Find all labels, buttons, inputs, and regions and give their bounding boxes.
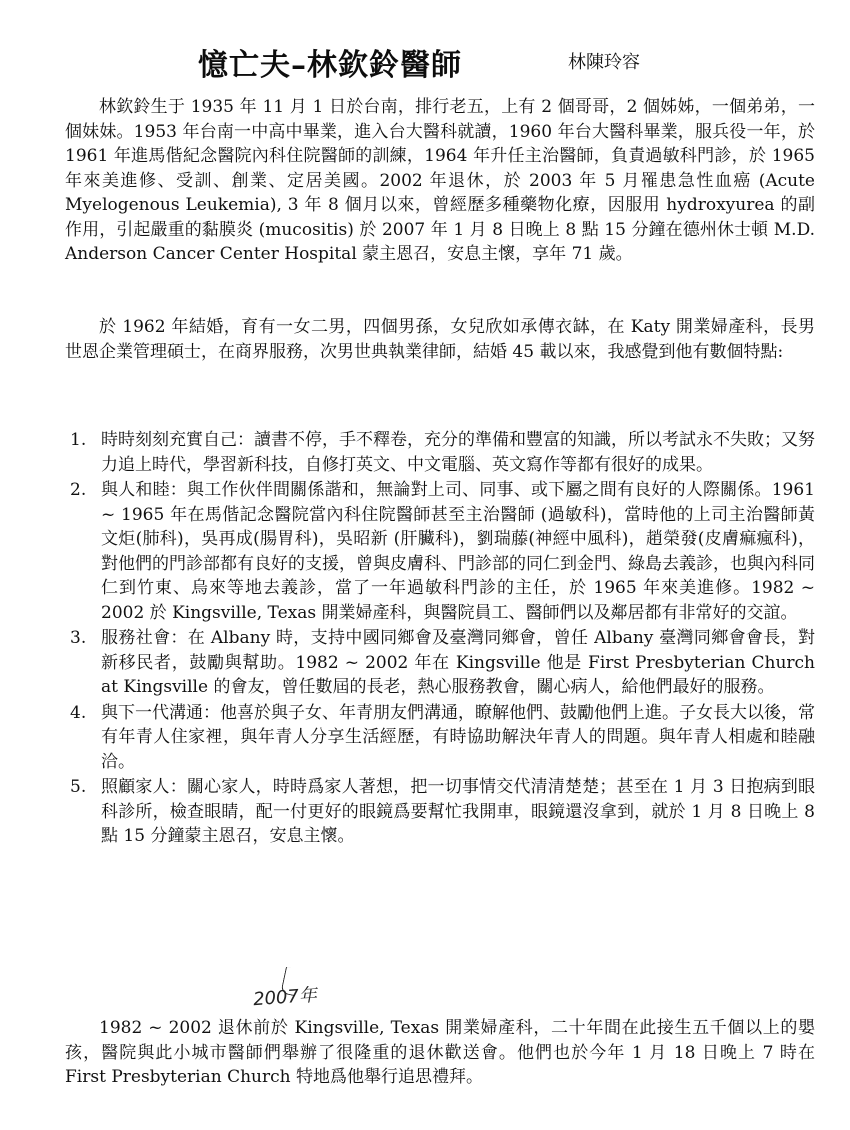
list-item-text: 時時刻刻充實自己：讀書不停，手不釋卷，充分的準備和豐富的知識，所以考試永不失敗；又努力追上時代，學習新科技，自修打英文、中文電腦、英文寫作等都有很好的成果。: [101, 430, 815, 475]
list-item-text: 與人和睦：與工作伙伴間關係諧和，無論對上司、同事、或下屬之間有良好的人際關係。1961 ~ 1965 年在馬偕記念醫院當內科住院醫師甚至主治醫師 (過敏科)，當時他的上司主治醫師黃文炬(肺科)，吳再成(腸胃科)，吳昭新 (肝臟科)，劉瑞藤(神經中風科)，趙榮發(皮膚痲瘋科)，對他們的門診部都有良好的支援，曾與皮膚科、門診部的同仁到金門、綠島去義診，也與內科同仁到竹東、烏來等地去義診，當了一年過敏科門診的主任，於 1965 年來美進修。1982 ~ 2002 於 Kingsville, Texas 開業婦產科，與醫院員工、醫師們以及鄰居都有非常好的交誼。: [101, 480, 815, 623]
list-item-number: 5.: [70, 777, 87, 797]
paragraph-biography: 林欽鈴生于 1935 年 11 月 1 日於台南，排行老五，上有 2 個哥哥，2 個姊姊，一個弟弟，一個妹妹。1953 年台南一中高中畢業，進入台大醫科就讀，1960 年台大醫科畢業，服兵役一年，於 1961 年進馬偕紀念醫院內科住院醫師的訓練，1964 年升任主治醫師，負責過敏科門診，於 1965 年來美進修、受訓、創業、定居美國。2002 年退休，於 2003 年 5 月罹患急性血癌 (Acute Myelogenous Leukemia), 3 年 8 個月以來，曾經歷多種藥物化療，因服用 hydroxyurea 的副作用，引起嚴重的黏膜炎 (mucositis) 於 2007 年 1 月 8 日晚上 8 點 15 分鐘在德州休士頓 M.D. Anderson Cancer Center Hospital 蒙主恩召，安息主懷，享年 71 歲。: [65, 97, 815, 264]
list-item: [70, 701, 815, 775]
list-item: [70, 626, 815, 700]
list-item-text: 照顧家人：關心家人，時時爲家人著想，把一切事情交代清清楚楚；甚至在 1 月 3 日抱病到眼科診所，檢查眼睛，配一付更好的眼鏡爲要幫忙我開車，眼鏡還沒拿到，就於 1 月 8 日晚上 8 點 15 分鐘蒙主恩召，安息主懷。: [101, 777, 815, 846]
list-item: [70, 775, 815, 849]
list-item-text: 服務社會：在 Albany 時，支持中國同鄉會及臺灣同鄉會，曾任 Albany 臺灣同鄉會會長，對新移民者，鼓勵與幫助。1982 ~ 2002 年在 Kingsville 他是 First Presbyterian Church at Kingsville 的會友，曾任數屆的長老，熱心服務教會，關心病人，給他們最好的服務。: [101, 628, 815, 697]
list-item: [70, 478, 815, 625]
author-name: 林陳玲容: [568, 52, 640, 73]
list-item-number: 1.: [70, 430, 87, 450]
list-item-number: 4.: [70, 702, 87, 723]
list-item-text: 與下一代溝通：他喜於與子女、年青朋友們溝通，瞭解他們、鼓勵他們上進。子女長大以後，常有年青人住家裡，與年青人分享生活經歷，有時協助解決年青人的問題。與年青人相處和睦融洽。: [101, 702, 815, 772]
document-title: 憶亡夫–林欽鈴醫師: [198, 48, 462, 83]
list-item: [70, 428, 815, 477]
handwritten-year-note: 2007年: [252, 984, 318, 1011]
paragraph-retirement: 1982 ~ 2002 退休前於 Kingsville, Texas 開業婦產科，二十年間在此接生五千個以上的嬰孩，醫院與此小城市醫師們舉辦了很隆重的退休歡送會。他們也於今年 1 月 18 日晚上 7 時在 First Presbyterian Church 特地爲他舉行追思禮拜。: [65, 1018, 815, 1087]
list-item-number: 3.: [70, 628, 87, 648]
list-item-number: 2.: [70, 480, 87, 500]
traits-list: [70, 428, 815, 850]
paragraph-family: 於 1962 年結婚，育有一女二男，四個男孫，女兒欣如承傳衣缽，在 Katy 開業婦產科，長男世恩企業管理碩士，在商界服務，次男世典執業律師，結婚 45 載以來，我感覺到他有數個特點:: [65, 317, 815, 362]
